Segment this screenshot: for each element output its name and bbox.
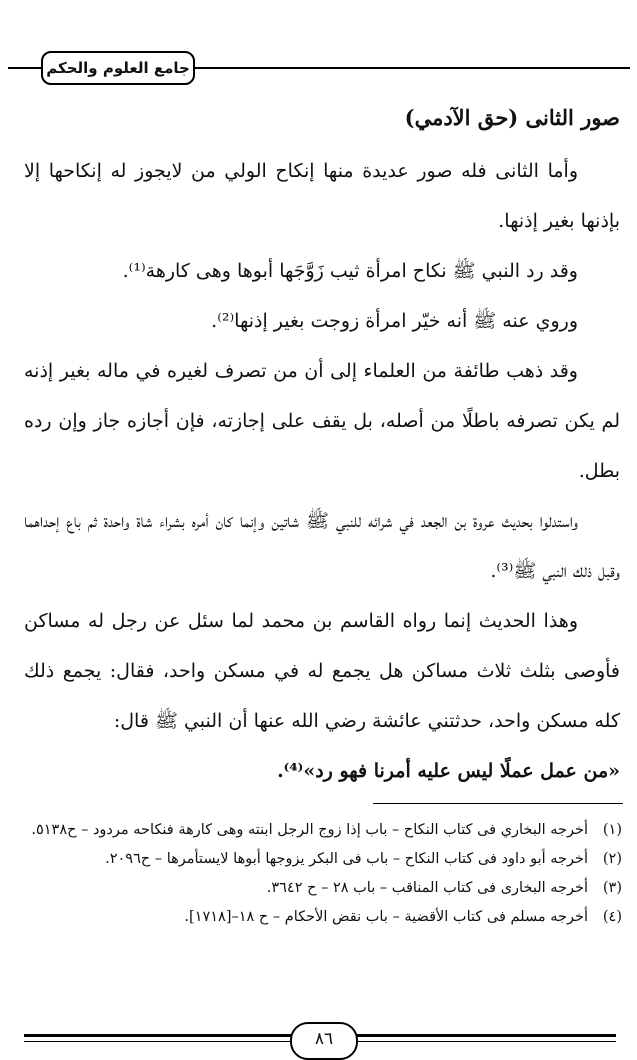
page-number: ٨٦ <box>290 1022 358 1060</box>
hadith-quote: «من عمل عملًا ليس عليه أمرنا فهو رد»⁽⁴⁾. <box>277 760 620 782</box>
footnote-text: أخرجه البخارى فى كتاب المناقب – باب ٢٨ – ح ٣٦٤٢. <box>266 880 588 896</box>
footnote-text: أخرجه البخاري فى كتاب النكاح – باب إذا زوج الرجل ابنته وهى كارهة فنكاحه مردود – ح٥١٣٨. <box>31 822 588 838</box>
page-body <box>24 98 620 796</box>
footnote-number: (٣) <box>602 880 622 896</box>
footnote-number: (٤) <box>602 909 622 925</box>
footnote-rule <box>373 803 623 804</box>
footnote-text: أخرجه أبو داود فى كتاب النكاح – باب فى البكر يزوجها أبوها لايستأمرها – ح٢٠٩٦. <box>105 851 588 867</box>
paragraph: وقد رد النبي ﷺ نكاح امرأة ثيب زَوَّجَها أبوها وهى كارهة⁽¹⁾. <box>122 260 578 282</box>
footnote-text: أخرجه مسلم فى كتاب الأقضية – باب نقض الأحكام – ح ١٨–[١٧١٨]. <box>184 909 588 925</box>
footnote-item <box>20 816 622 845</box>
footnote-item <box>20 874 622 903</box>
paragraph: وروي عنه ﷺ أنه خيّر امرأة زوجت بغير إذنها⁽²⁾. <box>211 310 578 332</box>
paragraph: واستدلوا بحديث عروة بن الجعد في شرائه للنبي ﷺ شاتين وإنما كان أمره بشراء شاة واحدة ثم باع إحداهما وقبل ذلك النبي ﷺ⁽³⁾. <box>24 510 620 582</box>
section-title: صور الثانى (حق الآدمي) <box>404 105 620 130</box>
footnote-item <box>20 845 622 874</box>
footnotes <box>20 816 622 932</box>
running-header <box>8 44 630 92</box>
book-title: جامع العلوم والحكم <box>41 51 195 85</box>
paragraph: وأما الثانى فله صور عديدة منها إنكاح الولي من لايجوز له إنكاحها إلا بإذنها بغير إذنها. <box>24 160 620 232</box>
paragraph: وهذا الحديث إنما رواه القاسم بن محمد لما سئل عن رجل له مساكن فأوصى بثلث ثلاث مساكن هل يجمع له في مسكن واحد، فقال: يجمع ذلك كله مسكن واحد، حدثتني عائشة رضي الله عنها أن النبي ﷺ قال: <box>24 610 620 732</box>
footnote-item <box>20 903 622 932</box>
footnote-number: (٢) <box>602 851 622 867</box>
paragraph: وقد ذهب طائفة من العلماء إلى أن من تصرف لغيره في ماله بغير إذنه لم يكن تصرفه باطلًا من أصله، بل يقف على إجازته، فإن أجازه جاز وإن رده بطل. <box>24 360 620 482</box>
footnote-number: (١) <box>602 822 622 838</box>
